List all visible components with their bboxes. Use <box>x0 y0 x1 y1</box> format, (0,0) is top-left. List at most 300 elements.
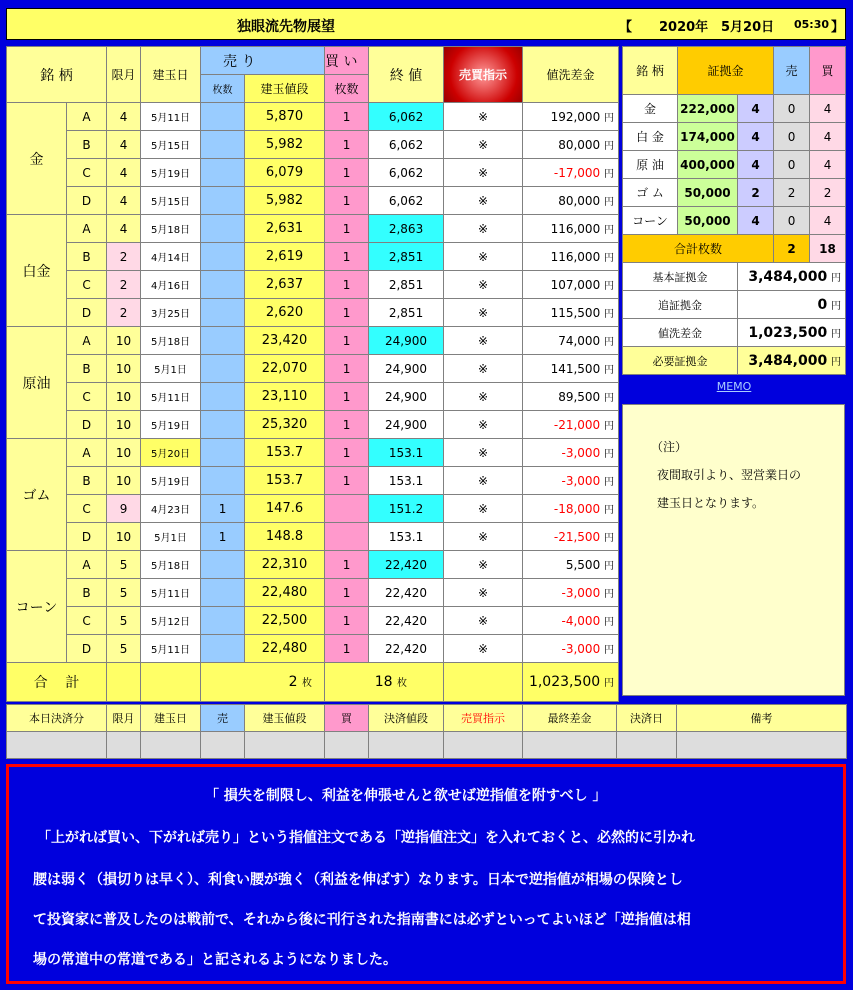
pl-cell <box>523 411 619 439</box>
month-cell: 10 <box>107 439 141 467</box>
date-cell: 5月18日 <box>141 215 201 243</box>
pl-value: 80,000 <box>558 138 601 152</box>
signal-cell: ※ <box>444 467 523 495</box>
summary-amount: 3,484,000 <box>748 352 828 369</box>
margin-table <box>622 46 846 397</box>
total-buy-unit: 枚 <box>397 678 408 689</box>
row-label: B <box>67 355 107 383</box>
pl-value: -3,000 <box>561 586 601 600</box>
close-price-cell: 2,851 <box>369 243 444 271</box>
pl-yen: 円 <box>604 337 615 348</box>
summary-label: 値洗差金 <box>623 319 738 347</box>
row-label: A <box>67 215 107 243</box>
buy-count-cell: 1 <box>325 215 369 243</box>
pl-yen: 円 <box>604 393 615 404</box>
margin-brand: 白 金 <box>623 123 678 151</box>
date-cell: 5月11日 <box>141 383 201 411</box>
signal-cell: ※ <box>444 579 523 607</box>
table-row <box>7 383 619 411</box>
price-cell: 25,320 <box>245 411 325 439</box>
sell-count-cell <box>201 383 245 411</box>
pl-value: -3,000 <box>561 446 601 460</box>
pl-yen: 円 <box>604 477 615 488</box>
pl-value: -17,000 <box>553 166 601 180</box>
date-cell: 5月11日 <box>141 635 201 663</box>
close-price-cell: 6,062 <box>369 131 444 159</box>
sell-count-cell: 1 <box>201 495 245 523</box>
table-row <box>7 607 619 635</box>
close-price-cell: 6,062 <box>369 103 444 131</box>
group-name: コーン <box>7 551 67 663</box>
page-title: 独眼流先物展望 <box>237 19 335 35</box>
month-cell: 2 <box>107 271 141 299</box>
row-label: A <box>67 551 107 579</box>
pl-cell <box>523 383 619 411</box>
month-cell: 5 <box>107 579 141 607</box>
margin-sell: 0 <box>774 151 810 179</box>
sell-count-cell <box>201 327 245 355</box>
header-close: 終 値 <box>369 47 444 103</box>
pl-value: 80,000 <box>558 194 601 208</box>
pl-cell <box>523 215 619 243</box>
price-cell: 5,870 <box>245 103 325 131</box>
date-cell: 3月25日 <box>141 299 201 327</box>
table-row <box>7 579 619 607</box>
signal-cell: ※ <box>444 187 523 215</box>
close-price-cell: 22,420 <box>369 579 444 607</box>
summary-amount: 3,484,000 <box>748 268 828 285</box>
table-row <box>7 103 619 131</box>
side-header-margin: 証拠金 <box>678 47 774 95</box>
date-cell: 4月23日 <box>141 495 201 523</box>
pl-yen: 円 <box>604 141 615 152</box>
date-cell: 5月20日 <box>141 439 201 467</box>
close-price-cell: 24,900 <box>369 355 444 383</box>
buy-count-cell: 1 <box>325 299 369 327</box>
price-cell: 2,620 <box>245 299 325 327</box>
table-row <box>7 131 619 159</box>
summary-value <box>738 291 846 319</box>
date-cell: 4月14日 <box>141 243 201 271</box>
month-cell: 10 <box>107 355 141 383</box>
date-day: 5月20日 <box>721 20 775 35</box>
table-row <box>7 187 619 215</box>
group-name: 原油 <box>7 327 67 439</box>
close-price-cell: 24,900 <box>369 327 444 355</box>
table-row <box>7 523 619 551</box>
margin-brand: ゴ ム <box>623 179 678 207</box>
buy-count-cell: 1 <box>325 579 369 607</box>
margin-value: 50,000 <box>678 179 738 207</box>
sell-count-cell <box>201 131 245 159</box>
group-name: ゴム <box>7 439 67 551</box>
month-cell: 5 <box>107 607 141 635</box>
pl-yen: 円 <box>604 533 615 544</box>
sell-count-cell <box>201 551 245 579</box>
settlement-header: 売 <box>201 705 245 732</box>
pl-value: 115,500 <box>550 306 601 320</box>
settlement-cell[interactable] <box>617 732 677 759</box>
header-sell: 売 り <box>201 47 325 75</box>
message-line-2: 「上がれば買い、下がれば売り」という指値注文である「逆指値注文」を入れておくと、必然的に引かれ <box>37 830 695 846</box>
buy-count-cell: 1 <box>325 383 369 411</box>
price-cell: 22,310 <box>245 551 325 579</box>
price-cell: 2,631 <box>245 215 325 243</box>
table-row <box>7 635 619 663</box>
row-label: C <box>67 159 107 187</box>
sell-count-cell <box>201 243 245 271</box>
settlement-header: 最終差金 <box>523 705 617 732</box>
memo-line-3: 建玉日となります。 <box>657 496 765 510</box>
price-cell: 6,079 <box>245 159 325 187</box>
total-label <box>7 663 107 702</box>
row-label: D <box>67 187 107 215</box>
price-cell: 22,480 <box>245 579 325 607</box>
price-cell: 2,619 <box>245 243 325 271</box>
message-line-3: 腰は弱く（損切りは早く）、利食い腰が強く（利益を伸ばす）なります。日本で逆指値が相場の保険とし <box>33 872 683 888</box>
pl-value: 5,500 <box>565 558 601 572</box>
table-row <box>7 215 619 243</box>
memo-line-2: 夜間取引より、翌営業日の <box>657 468 802 482</box>
message-line-4: て投資家に普及したのは戦前で、それから後に刊行された指南書には必ずといってよいほど「逆指値は相 <box>33 912 691 928</box>
signal-cell: ※ <box>444 215 523 243</box>
row-label: D <box>67 635 107 663</box>
date-year: 2020年 <box>659 20 709 35</box>
date-bracket-close: 】 <box>831 20 845 35</box>
pl-yen: 円 <box>604 253 615 264</box>
sell-count-cell <box>201 411 245 439</box>
table-row <box>7 327 619 355</box>
margin-sell: 2 <box>774 179 810 207</box>
pl-yen: 円 <box>604 169 615 180</box>
close-price-cell: 6,062 <box>369 187 444 215</box>
memo-header <box>623 375 846 397</box>
memo-link[interactable]: MEMO <box>716 379 752 393</box>
price-cell: 23,420 <box>245 327 325 355</box>
buy-count-cell: 1 <box>325 131 369 159</box>
margin-sell: 0 <box>774 123 810 151</box>
pl-value: -3,000 <box>561 642 601 656</box>
margin-brand: 原 油 <box>623 151 678 179</box>
header-brand: 銘 柄 <box>7 47 107 103</box>
date-cell: 5月18日 <box>141 327 201 355</box>
month-cell: 5 <box>107 635 141 663</box>
row-label: D <box>67 523 107 551</box>
pl-cell <box>523 579 619 607</box>
price-cell: 153.7 <box>245 439 325 467</box>
total-sell-value: 2 <box>288 674 298 690</box>
margin-value: 174,000 <box>678 123 738 151</box>
signal-cell: ※ <box>444 355 523 383</box>
pl-value: 192,000 <box>550 110 601 124</box>
summary-label: 追証拠金 <box>623 291 738 319</box>
table-row <box>7 439 619 467</box>
settlement-header: 備考 <box>677 705 847 732</box>
margin-row <box>623 179 846 207</box>
pl-yen: 円 <box>604 505 615 516</box>
header-price: 建玉値段 <box>245 75 325 103</box>
close-price-cell: 153.1 <box>369 439 444 467</box>
pl-value: -4,000 <box>561 614 601 628</box>
settlement-cell[interactable] <box>523 732 617 759</box>
close-price-cell: 2,863 <box>369 215 444 243</box>
side-header-sell: 売 <box>774 47 810 95</box>
date-cell: 5月11日 <box>141 103 201 131</box>
month-cell: 10 <box>107 327 141 355</box>
month-cell: 9 <box>107 495 141 523</box>
settlement-cell[interactable] <box>245 732 325 759</box>
row-label: D <box>67 299 107 327</box>
pl-value: -18,000 <box>553 502 601 516</box>
close-price-cell: 153.1 <box>369 467 444 495</box>
settlement-header: 建玉日 <box>141 705 201 732</box>
pl-yen: 円 <box>604 197 615 208</box>
margin-count: 4 <box>738 95 774 123</box>
settlement-cell[interactable] <box>325 732 369 759</box>
total-blank-3 <box>444 663 523 702</box>
summary-row <box>623 263 846 291</box>
pl-cell <box>523 439 619 467</box>
pl-value: 116,000 <box>550 250 601 264</box>
pl-yen: 円 <box>604 225 615 236</box>
table-row <box>7 551 619 579</box>
settlement-header: 売買指示 <box>444 705 523 732</box>
date-cell: 4月16日 <box>141 271 201 299</box>
pl-cell <box>523 327 619 355</box>
date-cell: 5月19日 <box>141 159 201 187</box>
row-label: A <box>67 103 107 131</box>
header-month: 限月 <box>107 47 141 103</box>
summary-amount: 0 <box>817 296 828 313</box>
total-label-2: 計 <box>65 675 80 691</box>
price-cell: 22,480 <box>245 635 325 663</box>
pl-cell <box>523 355 619 383</box>
header-sell-count: 枚数 <box>201 75 245 103</box>
date-cell: 5月1日 <box>141 355 201 383</box>
total-label-1: 合 <box>33 675 48 691</box>
total-buy-value: 18 <box>374 674 393 690</box>
total-blank-2 <box>141 663 201 702</box>
pl-cell <box>523 607 619 635</box>
margin-row <box>623 123 846 151</box>
close-price-cell: 22,420 <box>369 635 444 663</box>
close-price-cell: 153.1 <box>369 523 444 551</box>
signal-cell: ※ <box>444 607 523 635</box>
signal-cell: ※ <box>444 439 523 467</box>
close-price-cell: 24,900 <box>369 411 444 439</box>
buy-count-cell: 1 <box>325 187 369 215</box>
summary-value <box>738 347 846 375</box>
side-total-buy: 18 <box>810 235 846 263</box>
date-cell: 5月19日 <box>141 411 201 439</box>
header-signal: 売買指示 <box>444 47 523 103</box>
price-cell: 5,982 <box>245 187 325 215</box>
pl-yen: 円 <box>604 449 615 460</box>
buy-count-cell: 1 <box>325 467 369 495</box>
month-cell: 4 <box>107 131 141 159</box>
pl-value: 89,500 <box>558 390 601 404</box>
margin-buy: 4 <box>810 151 846 179</box>
pl-yen: 円 <box>604 365 615 376</box>
close-price-cell: 2,851 <box>369 271 444 299</box>
settlement-cell[interactable] <box>7 732 107 759</box>
row-label: C <box>67 607 107 635</box>
buy-count-cell: 1 <box>325 103 369 131</box>
settlement-cell[interactable] <box>141 732 201 759</box>
month-cell: 10 <box>107 467 141 495</box>
price-cell: 153.7 <box>245 467 325 495</box>
margin-value: 50,000 <box>678 207 738 235</box>
margin-sell: 0 <box>774 207 810 235</box>
signal-cell: ※ <box>444 299 523 327</box>
summary-label: 必要証拠金 <box>623 347 738 375</box>
sell-count-cell <box>201 635 245 663</box>
month-cell: 4 <box>107 187 141 215</box>
memo-line-1: （注） <box>651 440 688 454</box>
margin-count: 2 <box>738 179 774 207</box>
month-cell: 2 <box>107 299 141 327</box>
side-total-sell: 2 <box>774 235 810 263</box>
header-buy: 買 い <box>325 47 369 75</box>
sell-count-cell <box>201 187 245 215</box>
close-price-cell: 22,420 <box>369 607 444 635</box>
pl-yen: 円 <box>604 617 615 628</box>
settlement-header: 限月 <box>107 705 141 732</box>
signal-cell: ※ <box>444 159 523 187</box>
pl-yen: 円 <box>604 113 615 124</box>
sell-count-cell <box>201 299 245 327</box>
pl-cell <box>523 551 619 579</box>
pl-cell <box>523 299 619 327</box>
side-header-buy: 買 <box>810 47 846 95</box>
date-cell: 5月1日 <box>141 523 201 551</box>
table-row <box>7 243 619 271</box>
sell-count-cell <box>201 103 245 131</box>
sell-count-cell <box>201 579 245 607</box>
table-row <box>7 299 619 327</box>
month-cell: 4 <box>107 215 141 243</box>
sell-count-cell <box>201 467 245 495</box>
summary-amount: 1,023,500 <box>748 324 828 341</box>
margin-buy: 4 <box>810 123 846 151</box>
settlement-cell[interactable] <box>201 732 245 759</box>
memo-box <box>622 404 845 696</box>
sell-count-cell <box>201 355 245 383</box>
margin-buy: 2 <box>810 179 846 207</box>
margin-row <box>623 151 846 179</box>
pl-yen: 円 <box>604 421 615 432</box>
message-line-5: 場の常道中の常道である」と記されるようになりました。 <box>33 952 397 968</box>
signal-cell: ※ <box>444 635 523 663</box>
pl-value: -21,500 <box>553 530 601 544</box>
table-row <box>7 467 619 495</box>
sell-count-cell <box>201 607 245 635</box>
summary-unit: 円 <box>831 328 842 340</box>
settlement-header: 決済値段 <box>369 705 444 732</box>
month-cell: 2 <box>107 243 141 271</box>
summary-row <box>623 347 846 375</box>
summary-unit: 円 <box>831 300 842 312</box>
buy-count-cell: 1 <box>325 551 369 579</box>
pl-cell <box>523 187 619 215</box>
settlement-table <box>6 704 847 759</box>
buy-count-cell: 1 <box>325 439 369 467</box>
row-label: C <box>67 495 107 523</box>
total-sell <box>201 663 325 702</box>
settlement-cell[interactable] <box>369 732 444 759</box>
summary-unit: 円 <box>831 272 842 284</box>
table-row <box>7 271 619 299</box>
margin-count: 4 <box>738 207 774 235</box>
row-label: D <box>67 411 107 439</box>
date-cell: 5月15日 <box>141 131 201 159</box>
buy-count-cell: 1 <box>325 243 369 271</box>
sell-count-cell <box>201 159 245 187</box>
buy-count-cell: 1 <box>325 635 369 663</box>
total-pl <box>523 663 619 702</box>
date-cell: 5月19日 <box>141 467 201 495</box>
pl-cell <box>523 131 619 159</box>
table-row <box>7 495 619 523</box>
signal-cell: ※ <box>444 551 523 579</box>
row-label: A <box>67 439 107 467</box>
pl-cell <box>523 159 619 187</box>
total-buy <box>325 663 444 702</box>
signal-cell: ※ <box>444 271 523 299</box>
buy-count-cell: 1 <box>325 159 369 187</box>
pl-value: -3,000 <box>561 474 601 488</box>
close-price-cell: 22,420 <box>369 551 444 579</box>
pl-value: 116,000 <box>550 222 601 236</box>
positions-table <box>6 46 619 702</box>
date-bracket-open: 【 <box>619 20 633 35</box>
margin-count: 4 <box>738 123 774 151</box>
date-time: 05:30 <box>794 18 830 31</box>
row-label: C <box>67 383 107 411</box>
margin-sell: 0 <box>774 95 810 123</box>
total-blank-1 <box>107 663 141 702</box>
price-cell: 147.6 <box>245 495 325 523</box>
header-pl: 値洗差金 <box>523 47 619 103</box>
date-cell: 5月11日 <box>141 579 201 607</box>
margin-value: 400,000 <box>678 151 738 179</box>
settlement-header: 本日決済分 <box>7 705 107 732</box>
summary-unit: 円 <box>831 356 842 368</box>
row-label: A <box>67 327 107 355</box>
signal-cell: ※ <box>444 523 523 551</box>
margin-buy: 4 <box>810 95 846 123</box>
price-cell: 5,982 <box>245 131 325 159</box>
summary-value <box>738 319 846 347</box>
margin-buy: 4 <box>810 207 846 235</box>
buy-count-cell: 1 <box>325 355 369 383</box>
header-date: 建玉日 <box>141 47 201 103</box>
settlement-cell[interactable] <box>107 732 141 759</box>
month-cell: 10 <box>107 383 141 411</box>
row-label: C <box>67 271 107 299</box>
signal-cell: ※ <box>444 411 523 439</box>
month-cell: 4 <box>107 159 141 187</box>
settlement-cell[interactable] <box>444 732 523 759</box>
total-pl-yen: 円 <box>604 678 615 689</box>
pl-yen: 円 <box>604 281 615 292</box>
pl-yen: 円 <box>604 561 615 572</box>
header-buy-count: 枚数 <box>325 75 369 103</box>
row-label: B <box>67 579 107 607</box>
margin-row <box>623 95 846 123</box>
settlement-cell[interactable] <box>677 732 847 759</box>
summary-value <box>738 263 846 291</box>
